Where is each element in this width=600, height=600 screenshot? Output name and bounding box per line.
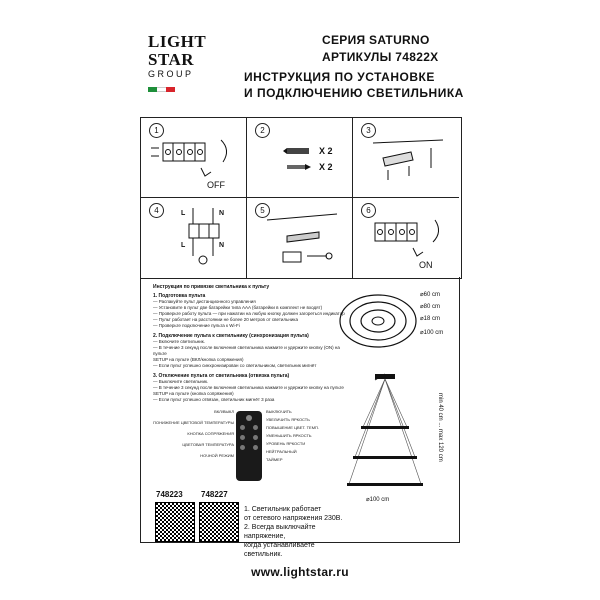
section-1-line: — Пульт работает на расстоянии не более 20 метров от светильника	[153, 317, 298, 322]
step-number: 4	[149, 203, 164, 218]
section-2-line: — Если пульт успешно синхронизирован со светильником, светильник мигнёт	[153, 363, 317, 368]
step-number: 2	[255, 123, 270, 138]
remote-label: НЕЙТРАЛЬНЫЙ	[266, 449, 297, 454]
instruction-title-line-2: И ПОДКЛЮЧЕНИЮ СВЕТИЛЬНИКА	[244, 86, 464, 100]
section-3-line: — Если пульт успешно отвязан, светильник мигнёт 3 раза	[153, 397, 275, 402]
section-1-line: — Проверьте подключение пульта к Wi-Fi	[153, 323, 240, 328]
section-3-heading: 3. Отключение пульта от светильника (отвязка пульта)	[153, 373, 290, 379]
section-3-line: — В течение 3 секунд после включения светильника нажмите и удержите кнопку на пульте	[153, 385, 344, 390]
bottom-dimension: ⌀100 cm	[366, 497, 390, 503]
step-5	[247, 198, 353, 278]
note-1-line-1: 1. Светильник работает	[244, 506, 322, 513]
quantity-label-2: X 2	[319, 162, 333, 172]
section-3-line: SETUP на пульте (кнопка сопряжения)	[153, 391, 234, 396]
website-url: www.lightstar.ru	[251, 565, 349, 579]
dimension-d60: ⌀60 cm	[420, 292, 440, 298]
articles-title: АРТИКУЛЫ 74822X	[322, 50, 439, 64]
remote-button-icon	[253, 445, 258, 450]
remote-button-icon	[253, 435, 258, 440]
remote-label: ВКЛ/ВЫКЛ	[214, 409, 234, 414]
remote-label: НОЧНОЙ РЕЖИМ	[200, 453, 234, 458]
assembly-icon	[247, 198, 353, 278]
anchor-screw-icon	[247, 118, 353, 198]
terminal-block-on-icon	[353, 198, 459, 278]
wire-label-N-bottom: N	[219, 242, 225, 249]
remote-button-icon	[240, 435, 245, 440]
note-1-line-2: от сетевого напряжения 230В.	[244, 515, 343, 522]
remote-left-labels	[150, 409, 234, 458]
off-label: OFF	[207, 180, 225, 190]
on-label: ON	[419, 260, 433, 270]
dimension-d18: ⌀18 cm	[420, 316, 440, 322]
section-1-line: — Распакуйте пульт дистанционного управления	[153, 299, 256, 304]
step-2	[247, 118, 353, 198]
remote-button-icon	[240, 425, 245, 430]
qr-code-icon	[199, 502, 239, 542]
logo-line-1: LIGHT	[148, 32, 207, 51]
logo-line-3: GROUP	[148, 69, 194, 79]
step-number: 5	[255, 203, 270, 218]
step-number: 1	[149, 123, 164, 138]
step-6	[353, 198, 459, 278]
step-number: 3	[361, 123, 376, 138]
remote-label: ПОНИЖЕНИЕ ЦВЕТОВОЙ ТЕМПЕРАТУРЫ	[153, 420, 234, 425]
steps-grid	[140, 117, 462, 279]
step-4	[141, 198, 247, 278]
remote-control	[236, 411, 262, 481]
remote-label: ЦВЕТОВАЯ ТЕМПЕРАТУРА	[182, 442, 234, 447]
power-button-icon	[246, 415, 252, 421]
dimension-d100: ⌀100 cm	[420, 330, 444, 336]
series-title: СЕРИЯ SATURNO	[322, 33, 430, 47]
remote-button-icon	[240, 445, 245, 450]
remote-right-labels	[266, 409, 336, 462]
remote-label: ТАЙМЕР	[266, 457, 283, 462]
step-3	[353, 118, 459, 198]
quantity-label-1: X 2	[319, 146, 333, 156]
section-2-line: SETUP на пульте (ВКЛ/кнопка сопряжения)	[153, 357, 244, 362]
section-2-heading: 2. Подключение пульта к светильнику (синхронизация пульта)	[153, 333, 309, 339]
logo-line-2: STAR	[148, 50, 195, 69]
remote-label: ВЫКЛЮЧИТЬ	[266, 409, 292, 414]
remote-label: УРОВЕНЬ ЯРКОСТИ	[266, 441, 306, 446]
height-dimension: min 40 cm ... max 120 cm	[437, 393, 443, 462]
instruction-title-line-1: ИНСТРУКЦИЯ ПО УСТАНОВКЕ	[244, 70, 435, 84]
article-code-1: 748223	[156, 490, 183, 499]
article-code-2: 748227	[201, 490, 228, 499]
wiring-diagram-icon	[141, 198, 247, 278]
remote-label: УВЕЛИЧИТЬ ЯРКОСТЬ	[266, 417, 310, 422]
section-2-line: — В течение 3 секунд после включения светильника нажмите и удержите кнопку (ON) на пульте	[153, 345, 340, 356]
ring-top-view-drawing	[338, 288, 418, 350]
terminal-block-icon	[141, 118, 247, 198]
section-1-line: — Проверьте работу пульта — при нажатии на любую кнопку должен загореться индикатор	[153, 311, 345, 316]
section-1-heading: 1. Подготовка пульта	[153, 293, 206, 299]
qr-code-icon	[155, 502, 195, 542]
remote-label: УМЕНЬШИТЬ ЯРКОСТЬ	[266, 433, 312, 438]
brand-logo	[148, 33, 218, 79]
wire-label-N-top: N	[219, 210, 225, 217]
section-2-line: — Включите светильник.	[153, 339, 206, 344]
remote-label: КНОПКА СОПРЯЖЕНИЯ	[187, 431, 234, 436]
dimension-d80: ⌀80 cm	[420, 304, 440, 310]
note-2-line-1: 2. Всегда выключайте напряжение,	[244, 524, 316, 540]
section-3-line: — Выключите светильник.	[153, 379, 209, 384]
wire-label-L-top: L	[181, 210, 186, 217]
ring-side-view-drawing	[345, 372, 425, 497]
ceiling-mount-icon	[353, 118, 459, 198]
pairing-instructions	[153, 284, 353, 403]
note-2-line-2: когда устанавливаете светильник.	[244, 542, 315, 558]
wire-label-L-bottom: L	[181, 242, 186, 249]
instructions-title: Инструкция по привязке светильника к пульту	[153, 284, 270, 290]
italian-flag-icon	[148, 87, 175, 92]
remote-label: ПОВЫШЕНИЕ ЦВЕТ. ТЕМП.	[266, 425, 320, 430]
section-1-line: — Установите в пульт две батарейки типа AAA (батарейки в комплект не входят)	[153, 305, 323, 310]
safety-notes	[244, 505, 354, 559]
step-number: 6	[361, 203, 376, 218]
remote-button-icon	[253, 425, 258, 430]
step-1	[141, 118, 247, 198]
